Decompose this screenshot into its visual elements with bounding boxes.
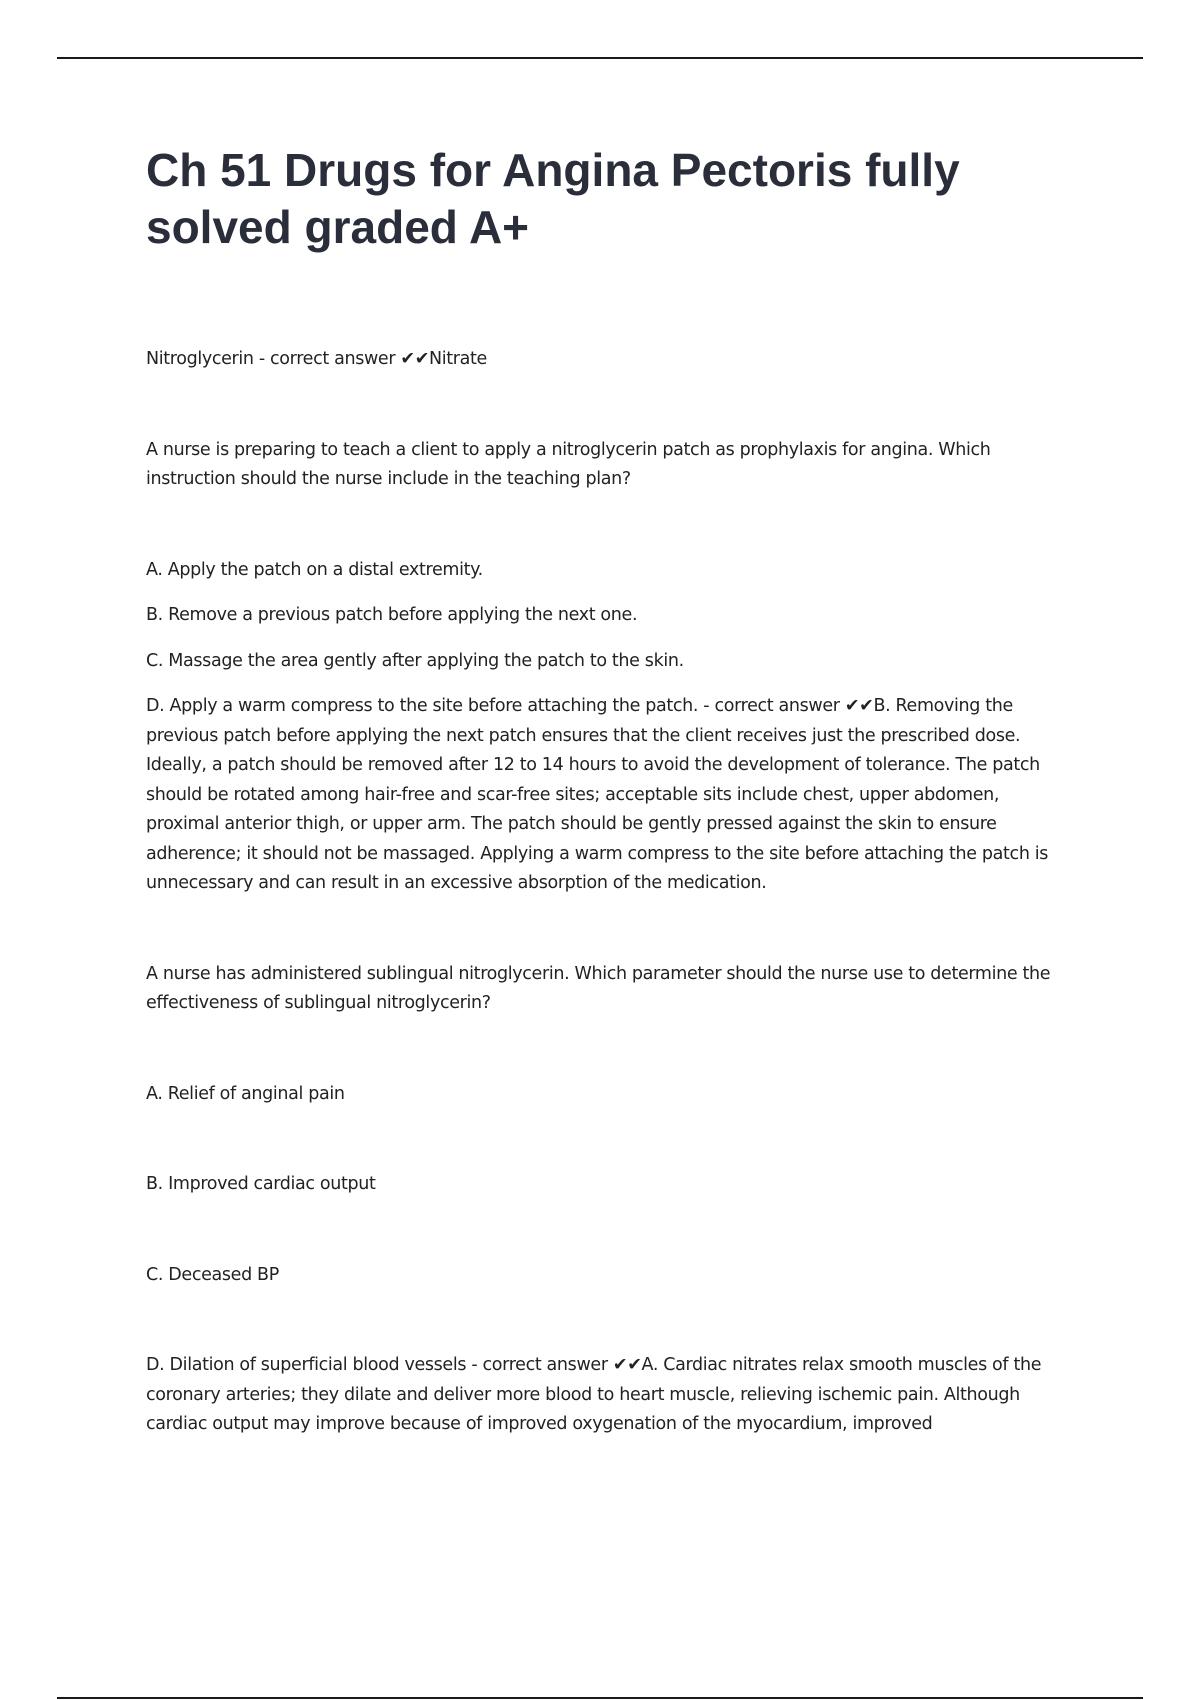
question-2-option-c: C. Deceased BP bbox=[146, 1264, 279, 1285]
question-2-option-d-answer: D. Dilation of superficial blood vessels - correct answer ✔✔A. Cardiac nitrates relax smooth muscles of the coronary arteries; they dilate and deliver more blood to heart muscle, relieving ischemic pain. Although cardiac output may improve because of improved oxygenation of the myocardium, improved bbox=[146, 1355, 1042, 1434]
question-1-option-a: A. Apply the patch on a distal extremity. bbox=[146, 559, 483, 580]
question-2-option-a: A. Relief of anginal pain bbox=[146, 1083, 345, 1104]
flashcard-nitroglycerin: Nitroglycerin - correct answer ✔✔Nitrate bbox=[146, 349, 487, 369]
question-1-option-d-answer: D. Apply a warm compress to the site before attaching the patch. - correct answer ✔✔B. Removing the previous patch before applying the next patch ensures that the client receives just the prescribed dose. Ideally, a patch should be removed after 12 to 14 hours to avoid the development of tolerance. The patch should be rotated among hair-free and scar-free sites; acceptable sits include chest, upper abdomen, proximal anterior thigh, or upper arm. The patch should be gently pressed against the skin to ensure adherence; it should not be massaged. Applying a warm compress to the site before attaching the patch is unnecessary and can result in an excessive absorption of the medication. bbox=[146, 696, 1049, 893]
question-1-stem: A nurse is preparing to teach a client to apply a nitroglycerin patch as prophylaxis for angina. Which instruction should the nurse include in the teaching plan? bbox=[146, 439, 991, 489]
question-2-stem: A nurse has administered sublingual nitroglycerin. Which parameter should the nurse use to determine the effectiveness of sublingual nitroglycerin? bbox=[146, 963, 1051, 1013]
question-1-option-c: C. Massage the area gently after applying the patch to the skin. bbox=[146, 650, 684, 671]
question-1-option-b: B. Remove a previous patch before applying the next one. bbox=[146, 605, 638, 625]
document-body bbox=[146, 142, 1076, 1440]
bottom-rule bbox=[57, 1697, 1143, 1699]
page-title: Ch 51 Drugs for Angina Pectoris fully solved graded A+ bbox=[146, 144, 960, 253]
question-2-option-b: B. Improved cardiac output bbox=[146, 1174, 376, 1194]
top-rule bbox=[57, 57, 1143, 59]
